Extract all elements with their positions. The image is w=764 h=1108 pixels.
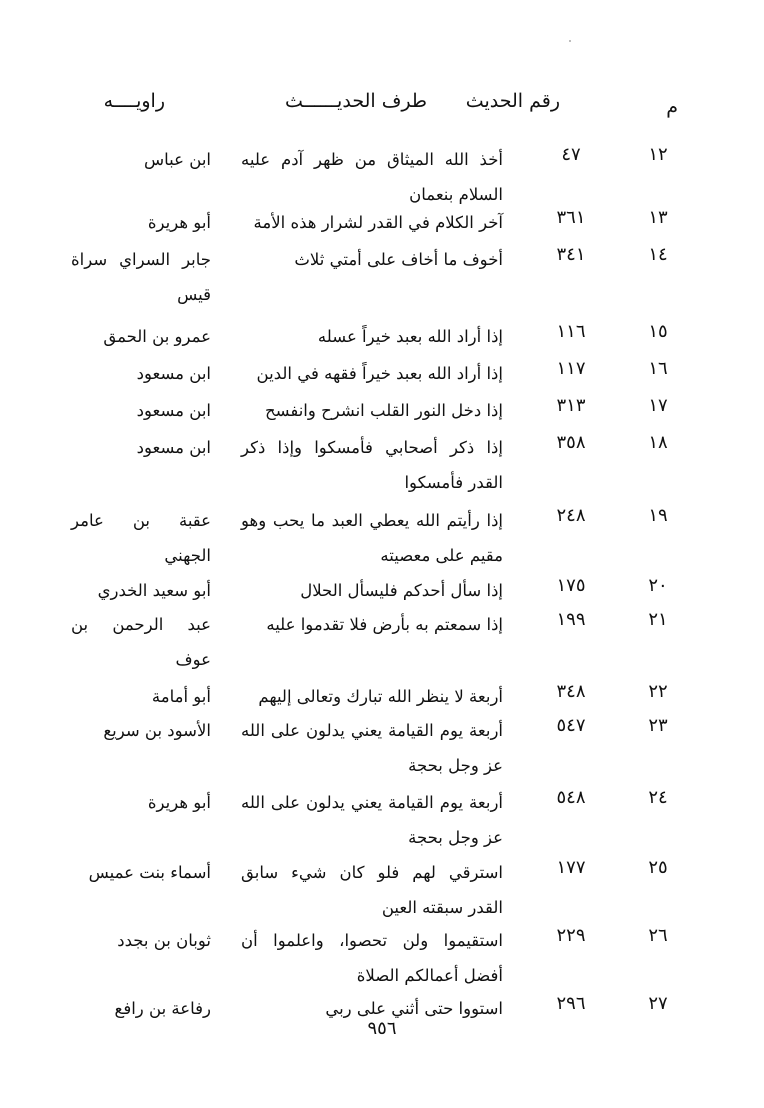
row-hadith-id: ١١٦ — [556, 321, 586, 342]
table-row — [60, 428, 700, 501]
row-hadith-id: ١٧٧ — [556, 857, 586, 878]
row-hadith-id: ٥٤٨ — [556, 787, 586, 808]
row-num: ٢٥ — [648, 857, 668, 878]
row-hadith-text: إذا أراد الله بعبد خيراً عسله — [317, 327, 503, 346]
row-hadith-text: استووا حتى أثني على ربي — [325, 999, 503, 1018]
row-num: ١٤ — [648, 244, 668, 265]
row-narrator: أبو سعيد الخدري — [97, 581, 211, 600]
row-num: ١٨ — [648, 432, 668, 453]
row-num: ٢٠ — [648, 575, 668, 596]
table-row — [60, 240, 700, 317]
row-num: ٢١ — [648, 609, 668, 630]
row-num: ٢٣ — [648, 715, 668, 736]
table-row — [60, 853, 700, 921]
row-narrator: ابن عباس — [144, 150, 211, 169]
table-row — [60, 783, 700, 853]
table-row — [60, 140, 700, 203]
row-narrator: عقبة بن عامر الجهني — [71, 511, 211, 565]
row-hadith-text: إذا سأل أحدكم فليسأل الحلال — [300, 581, 503, 600]
row-hadith-id: ٣١٣ — [556, 395, 586, 416]
row-hadith-id: ٣٦١ — [556, 207, 586, 228]
row-narrator: عمرو بن الحمق — [103, 327, 211, 346]
table-header — [60, 84, 700, 120]
table-row — [60, 711, 700, 783]
row-narrator: أبو هريرة — [147, 213, 211, 232]
row-num: ١٧ — [648, 395, 668, 416]
table-row — [60, 571, 700, 605]
row-hadith-id: ٣٤٨ — [556, 681, 586, 702]
header-hadith-text: طرف الحديــــــث — [285, 90, 427, 112]
row-hadith-text: إذا دخل النور القلب انشرح وانفسح — [264, 401, 503, 420]
row-hadith-text: إذا رأيتم الله يعطي العبد ما يحب وهو مقيم على معصيته — [241, 511, 503, 565]
row-hadith-id: ٢٢٩ — [556, 925, 586, 946]
row-narrator: الأسود بن سريع — [103, 721, 211, 740]
scan-speck — [569, 40, 571, 42]
row-hadith-text: أخذ الله الميثاق من ظهر آدم عليه السلام بنعمان — [241, 150, 503, 204]
row-num: ٢٧ — [648, 993, 668, 1014]
row-hadith-id: ٣٤١ — [556, 244, 586, 265]
row-hadith-text: أربعة لا ينظر الله تبارك وتعالى إليهم — [258, 687, 503, 706]
table-row — [60, 921, 700, 989]
header-hadith-id: رقم الحديث — [465, 90, 560, 112]
row-num: ١٢ — [648, 144, 668, 165]
row-narrator: جابر السراي سراة قيس — [71, 250, 211, 304]
row-hadith-text: أخوف ما أخاف على أمتي ثلاث — [294, 250, 503, 269]
row-narrator: أبو هريرة — [147, 793, 211, 812]
row-num: ٢٢ — [648, 681, 668, 702]
table-row — [60, 317, 700, 354]
row-hadith-id: ٥٤٧ — [556, 715, 586, 736]
row-hadith-id: ٢٩٦ — [556, 993, 586, 1014]
hadith-table — [60, 140, 700, 1026]
table-row — [60, 605, 700, 677]
table-row — [60, 677, 700, 711]
row-hadith-text: إذا أراد الله بعبد خيراً فقهه في الدين — [256, 364, 503, 383]
row-narrator: أسماء بنت عميس — [88, 863, 211, 882]
row-hadith-text: آخر الكلام في القدر لشرار هذه الأمة — [253, 213, 503, 232]
row-hadith-id: ١٩٩ — [556, 609, 586, 630]
row-hadith-text: أربعة يوم القيامة يعني يدلون على الله عز وجل بحجة — [241, 793, 503, 847]
table-row — [60, 391, 700, 428]
row-hadith-text: إذا ذكر أصحابي فأمسكوا وإذا ذكر القدر فأمسكوا — [241, 438, 503, 492]
header-narrator: راويــــه — [103, 90, 165, 112]
table-row — [60, 354, 700, 391]
row-narrator: ثوبان بن بجدد — [117, 931, 211, 950]
row-num: ١٥ — [648, 321, 668, 342]
page-number: ٩٥٦ — [367, 1018, 397, 1039]
row-num: ١٣ — [648, 207, 668, 228]
row-hadith-text: استقيموا ولن تحصوا، واعلموا أن أفضل أعمالكم الصلاة — [241, 931, 503, 985]
row-hadith-text: أربعة يوم القيامة يعني يدلون على الله عز وجل بحجة — [241, 721, 503, 775]
row-hadith-text: إذا سمعتم به بأرض فلا تقدموا عليه — [266, 615, 503, 634]
row-hadith-text: استرقي لهم فلو كان شيء سابق القدر سبقته العين — [241, 863, 503, 917]
row-hadith-id: ١١٧ — [556, 358, 586, 379]
row-narrator: رفاعة بن رافع — [114, 999, 211, 1018]
row-num: ١٦ — [648, 358, 668, 379]
row-narrator: ابن مسعود — [136, 364, 211, 383]
row-hadith-id: ١٧٥ — [556, 575, 586, 596]
row-narrator: أبو أمامة — [151, 687, 211, 706]
row-hadith-id: ٢٤٨ — [556, 505, 586, 526]
row-num: ٢٤ — [648, 787, 668, 808]
table-row — [60, 501, 700, 571]
row-narrator: عبد الرحمن بن عوف — [71, 615, 211, 669]
header-num: م — [666, 96, 678, 118]
table-row — [60, 203, 700, 240]
row-narrator: ابن مسعود — [136, 438, 211, 457]
row-narrator: ابن مسعود — [136, 401, 211, 420]
row-hadith-id: ٣٥٨ — [556, 432, 586, 453]
row-hadith-id: ٤٧ — [561, 144, 581, 165]
row-num: ٢٦ — [648, 925, 668, 946]
row-num: ١٩ — [648, 505, 668, 526]
